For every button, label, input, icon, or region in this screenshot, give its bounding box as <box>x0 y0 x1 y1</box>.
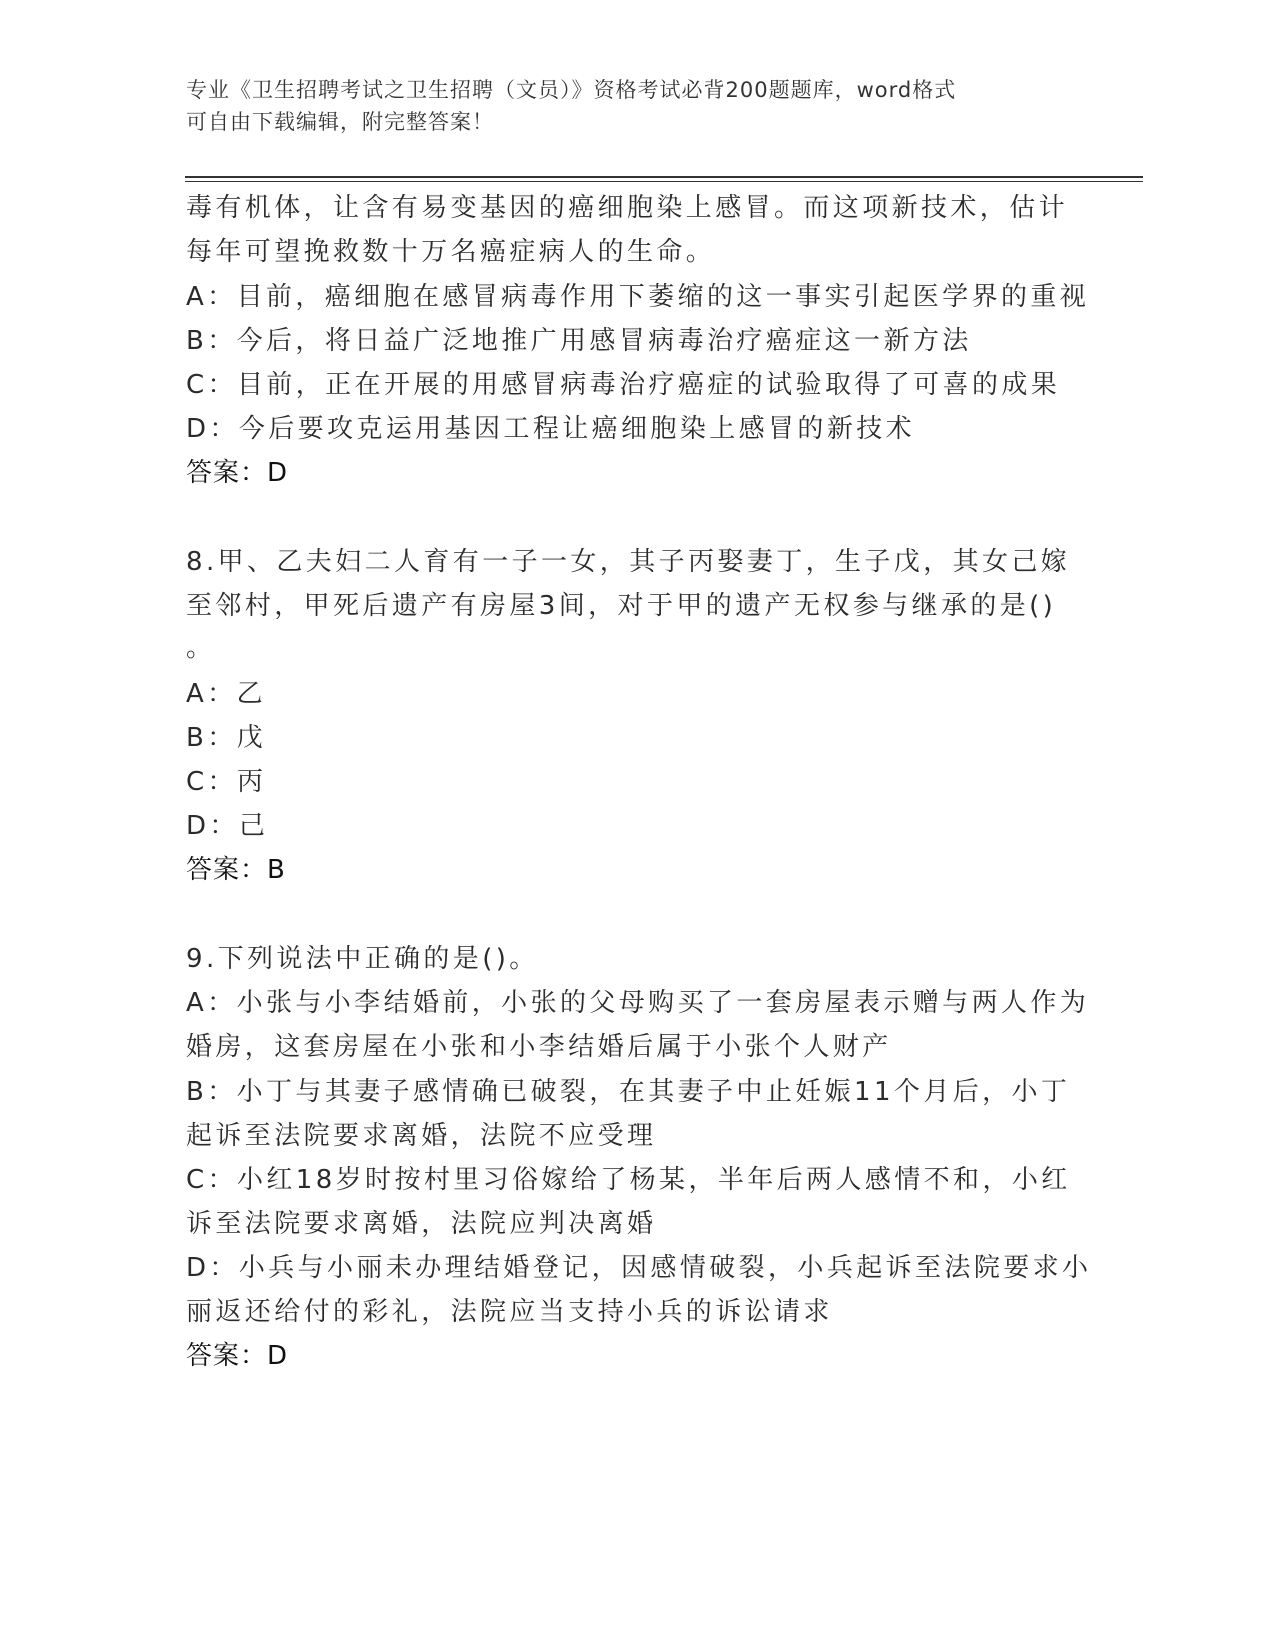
q7-option-d: D：今后要攻克运用基因工程让癌细胞染上感冒的新技术 <box>186 414 916 444</box>
q9-option-c-line-2: 诉至法院要求离婚，法院应判决离婚 <box>186 1209 657 1239</box>
q8-option-a: A：乙 <box>186 679 266 709</box>
header-divider-thin <box>185 181 1143 182</box>
q8-option-c: C：丙 <box>186 767 267 797</box>
q8-stem-line-1: 8.甲、乙夫妇二人育有一子一女，其子丙娶妻丁，生子戊，其女己嫁 <box>186 547 1071 577</box>
q8-answer: 答案：B <box>186 855 286 885</box>
q7-stem-line-2: 每年可望挽救数十万名癌症病人的生命。 <box>186 237 716 267</box>
q7-option-b: B：今后，将日益广泛地推广用感冒病毒治疗癌症这一新方法 <box>186 326 972 356</box>
q9-option-b-line-2: 起诉至法院要求离婚，法院不应受理 <box>186 1121 657 1151</box>
page-header <box>186 74 1066 138</box>
q9-option-a-line-2: 婚房，这套房屋在小张和小李结婚后属于小张个人财产 <box>186 1032 892 1062</box>
q9-answer: 答案：D <box>186 1341 289 1371</box>
q7-option-a: A：目前，癌细胞在感冒病毒作用下萎缩的这一事实引起医学界的重视 <box>186 282 1090 312</box>
q9-option-d-line-2: 丽返还给付的彩礼，法院应当支持小兵的诉讼请求 <box>186 1297 833 1327</box>
q8-stem-line-2: 至邻村，甲死后遗产有房屋3间，对于甲的遗产无权参与继承的是() <box>186 591 1057 621</box>
q7-answer: 答案：D <box>186 458 289 488</box>
q8-stem-line-3: 。 <box>186 633 216 663</box>
q9-option-b-line-1: B：小丁与其妻子感情确已破裂，在其妻子中止妊娠11个月后，小丁 <box>186 1077 1071 1107</box>
q9-option-d-line-1: D：小兵与小丽未办理结婚登记，因感情破裂，小兵起诉至法院要求小 <box>186 1253 1092 1283</box>
q7-option-c: C：目前，正在开展的用感冒病毒治疗癌症的试验取得了可喜的成果 <box>186 370 1061 400</box>
header-divider-thick <box>185 176 1143 178</box>
q8-option-b: B：戊 <box>186 723 267 753</box>
header-title-line-1: 专业《卫生招聘考试之卫生招聘（文员）》资格考试必背200题题库，word格式 <box>186 78 957 102</box>
q9-option-c-line-1: C：小红18岁时按村里习俗嫁给了杨某，半年后两人感情不和，小红 <box>186 1165 1071 1195</box>
q9-option-a-line-1: A：小张与小李结婚前，小张的父母购买了一套房屋表示赠与两人作为 <box>186 988 1090 1018</box>
q8-option-d: D：己 <box>186 811 269 841</box>
q7-stem-line-1: 毒有机体，让含有易变基因的癌细胞染上感冒。而这项新技术，估计 <box>186 193 1069 223</box>
q9-stem: 9.下列说法中正确的是()。 <box>186 944 539 974</box>
header-title-line-2: 可自由下载编辑，附完整答案！ <box>186 110 494 134</box>
